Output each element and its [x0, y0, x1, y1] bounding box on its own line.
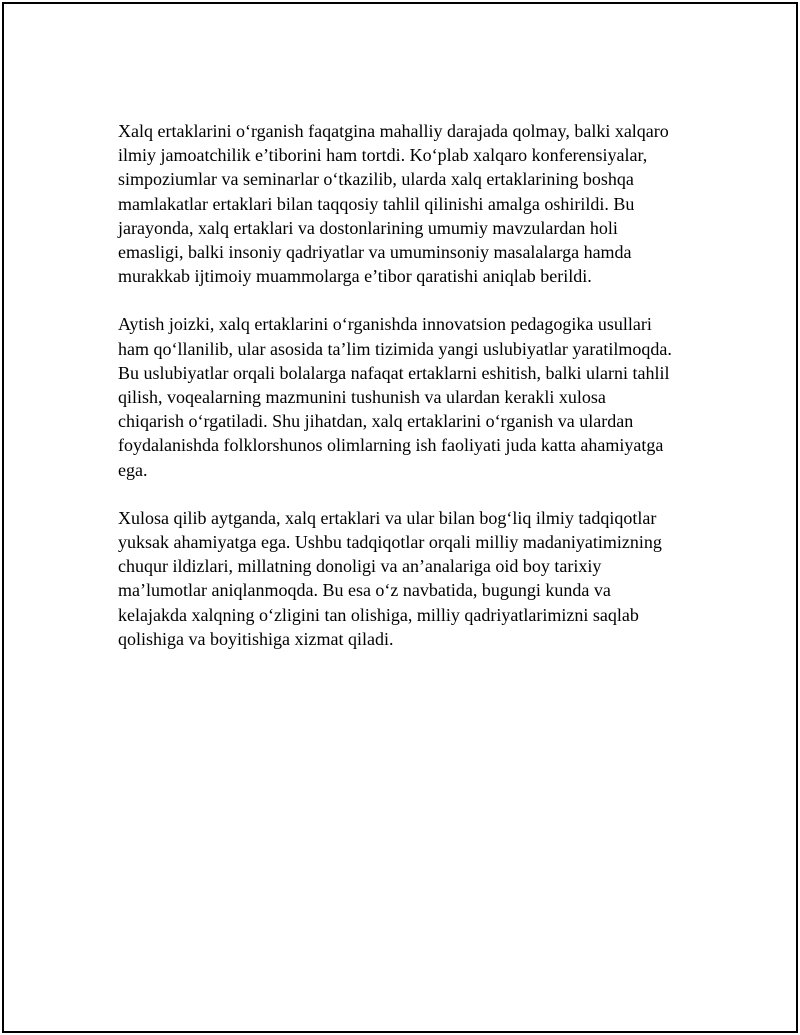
text-line: ega.	[118, 459, 148, 480]
text-line: qilish, voqealarning mazmunini tushunish va ulardan kerakli xulosa	[118, 387, 606, 408]
text-line: Bu uslubiyatlar orqali bolalarga nafaqat ertaklarni eshitish, balki ularni tahlil	[118, 362, 670, 383]
text-line: qolishiga va boyitishiga xizmat qiladi.	[118, 628, 394, 649]
text-line: Xulosa qilib aytganda, xalq ertaklari va ular bilan bog‘liq ilmiy tadqiqotlar	[118, 507, 657, 528]
text-line: kelajakda xalqning o‘zligini tan olishiga, milliy qadriyatlarimizni saqlab	[118, 604, 639, 625]
text-line: ma’lumotlar aniqlanmoqda. Bu esa o‘z navbatida, bugungi kunda va	[118, 580, 611, 601]
text-line: ilmiy jamoatchilik e’tiborini ham tortdi. Ko‘plab xalqaro konferensiyalar,	[118, 145, 648, 166]
text-line: foydalanishda folklorshunos olimlarning ish faoliyati juda katta ahamiyatga	[118, 435, 664, 456]
paragraph-2	[118, 312, 693, 481]
text-line: murakkab ijtimoiy muammolarga e’tibor qaratishi aniqlab berildi.	[118, 266, 592, 287]
text-line: chiqarish o‘rgatiladi. Shu jihatdan, xalq ertaklarini o‘rganish va ulardan	[118, 411, 634, 432]
text-line: simpoziumlar va seminarlar o‘tkazilib, ularda xalq ertaklarining boshqa	[118, 169, 634, 190]
text-line: ham qo‘llanilib, ular asosida ta’lim tizimida yangi uslubiyatlar yaratilmoqda.	[118, 338, 672, 359]
text-line: jarayonda, xalq ertaklari va dostonlarining umumiy mavzulardan holi	[118, 217, 618, 238]
document-body	[118, 119, 693, 675]
text-line: emasligi, balki insoniy qadriyatlar va umuminsoniy masalalarga hamda	[118, 242, 632, 263]
text-line: yuksak ahamiyatga ega. Ushbu tadqiqotlar orqali milliy madaniyatimizning	[118, 532, 662, 553]
paragraph-1	[118, 119, 693, 288]
text-line: chuqur ildizlari, millatning donoligi va an’analariga oid boy tarixiy	[118, 556, 602, 577]
text-line: mamlakatlar ertaklari bilan taqqosiy tahlil qilinishi amalga oshirildi. Bu	[118, 193, 635, 214]
text-line: Aytish joizki, xalq ertaklarini o‘rganishda innovatsion pedagogika usullari	[118, 314, 652, 335]
paragraph-3	[118, 506, 693, 651]
text-line: Xalq ertaklarini o‘rganish faqatgina mahalliy darajada qolmay, balki xalqaro	[118, 121, 669, 141]
page-frame	[2, 2, 798, 1033]
